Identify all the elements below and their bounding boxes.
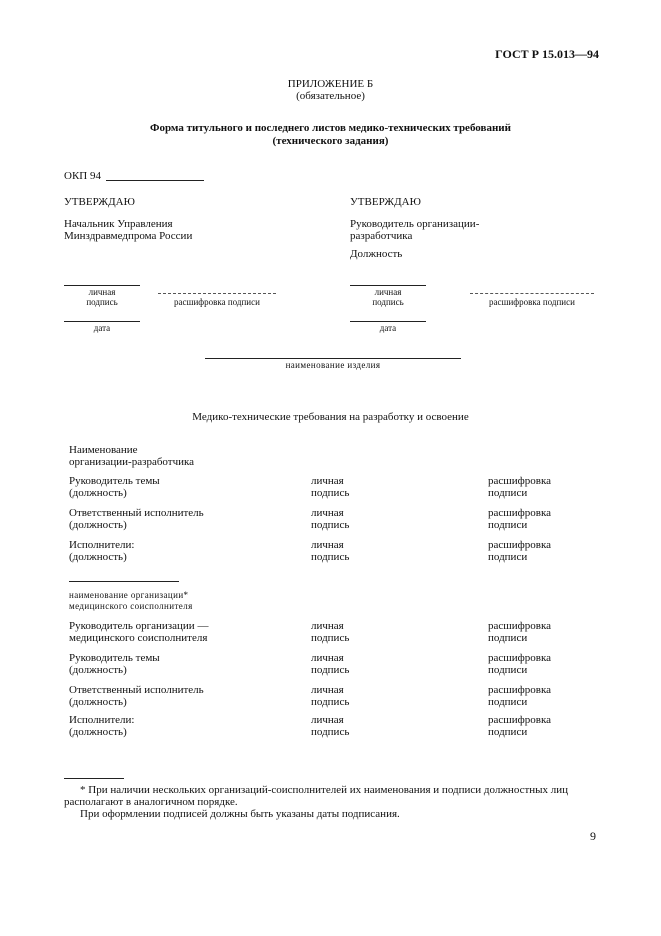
approve-left-position1: Начальник Управления — [64, 218, 173, 230]
dev-row-signature: личная подпись — [311, 507, 350, 531]
footnote-p1-line2: располагают в аналогичном порядке. — [64, 796, 238, 808]
product-name-caption: наименование изделия — [285, 360, 381, 370]
appendix-title: ПРИЛОЖЕНИЕ Б — [287, 78, 374, 90]
mtt-title: Медико-технические требования на разработку и освоение — [192, 411, 469, 423]
co-row-role: Руководитель организации — медицинского соисполнителя — [69, 620, 209, 644]
right-decode-label: расшифровка подписи — [489, 297, 575, 307]
left-sig-label2: подпись — [86, 297, 118, 307]
right-date-label: дата — [379, 323, 397, 333]
standard-number: ГОСТ Р 15.013—94 — [495, 47, 599, 61]
co-row-decode: расшифровка подписи — [488, 652, 552, 676]
right-sig-label2: подпись — [372, 297, 404, 307]
left-date-line — [64, 321, 140, 322]
co-row-role: Исполнители: (должность) — [69, 714, 135, 738]
form-title-line2: (технического задания) — [272, 135, 389, 147]
co-row-signature: личная подпись — [311, 652, 350, 676]
co-row-decode: расшифровка подписи — [488, 684, 552, 708]
dev-row-signature: личная подпись — [311, 475, 350, 499]
developer-label-line1: Наименование — [69, 444, 138, 456]
product-name-line — [205, 358, 461, 359]
co-row-role: Руководитель темы (должность) — [69, 652, 160, 676]
dev-row-role: Руководитель темы (должность) — [69, 475, 160, 499]
approve-left-position2: Минздравмедпрома России — [64, 230, 193, 242]
footnote-separator — [64, 778, 124, 779]
okp-line — [106, 180, 204, 181]
footnote-p2: При оформлении подписей должны быть указаны даты подписания. — [80, 808, 400, 820]
approve-right-heading: УТВЕРЖДАЮ — [350, 196, 421, 208]
right-date-line — [350, 321, 426, 322]
left-decode-label: расшифровка подписи — [174, 297, 260, 307]
dev-row-decode: расшифровка подписи — [488, 539, 552, 563]
okp-label: ОКП 94 — [64, 170, 101, 182]
approve-right-position1: Руководитель организации- — [350, 218, 480, 230]
coexec-caption2: медицинского соисполнителя — [69, 601, 193, 611]
right-sig-label1: личная — [374, 287, 402, 297]
left-sig-label1: личная — [88, 287, 116, 297]
form-title-line1: Форма титульного и последнего листов медико-технических требований — [150, 122, 511, 134]
left-date-label: дата — [93, 323, 111, 333]
co-row-decode: расшифровка подписи — [488, 620, 552, 644]
right-decode-line — [470, 293, 594, 294]
co-row-signature: личная подпись — [311, 620, 350, 644]
left-signature-line — [64, 285, 140, 286]
page-number: 9 — [590, 829, 596, 843]
left-decode-line — [158, 293, 276, 294]
dev-row-decode: расшифровка подписи — [488, 507, 552, 531]
co-row-role: Ответственный исполнитель (должность) — [69, 684, 204, 708]
approve-right-position2: разработчика — [350, 230, 413, 242]
dev-row-role: Ответственный исполнитель (должность) — [69, 507, 204, 531]
right-signature-line — [350, 285, 426, 286]
coexec-caption1: наименование организации* — [69, 590, 189, 600]
approve-right-position3: Должность — [350, 248, 403, 260]
dev-row-signature: личная подпись — [311, 539, 350, 563]
co-row-signature: личная подпись — [311, 714, 350, 738]
appendix-note: (обязательное) — [296, 90, 365, 102]
developer-label-line2: организации-разработчика — [69, 456, 195, 468]
coexec-name-line — [69, 581, 179, 582]
approve-left-heading: УТВЕРЖДАЮ — [64, 196, 135, 208]
dev-row-role: Исполнители: (должность) — [69, 539, 135, 563]
footnote-p1-line1: * При наличии нескольких организаций-соисполнителей их наименования и подписи должностных лиц — [80, 784, 569, 796]
co-row-decode: расшифровка подписи — [488, 714, 552, 738]
co-row-signature: личная подпись — [311, 684, 350, 708]
dev-row-decode: расшифровка подписи — [488, 475, 552, 499]
